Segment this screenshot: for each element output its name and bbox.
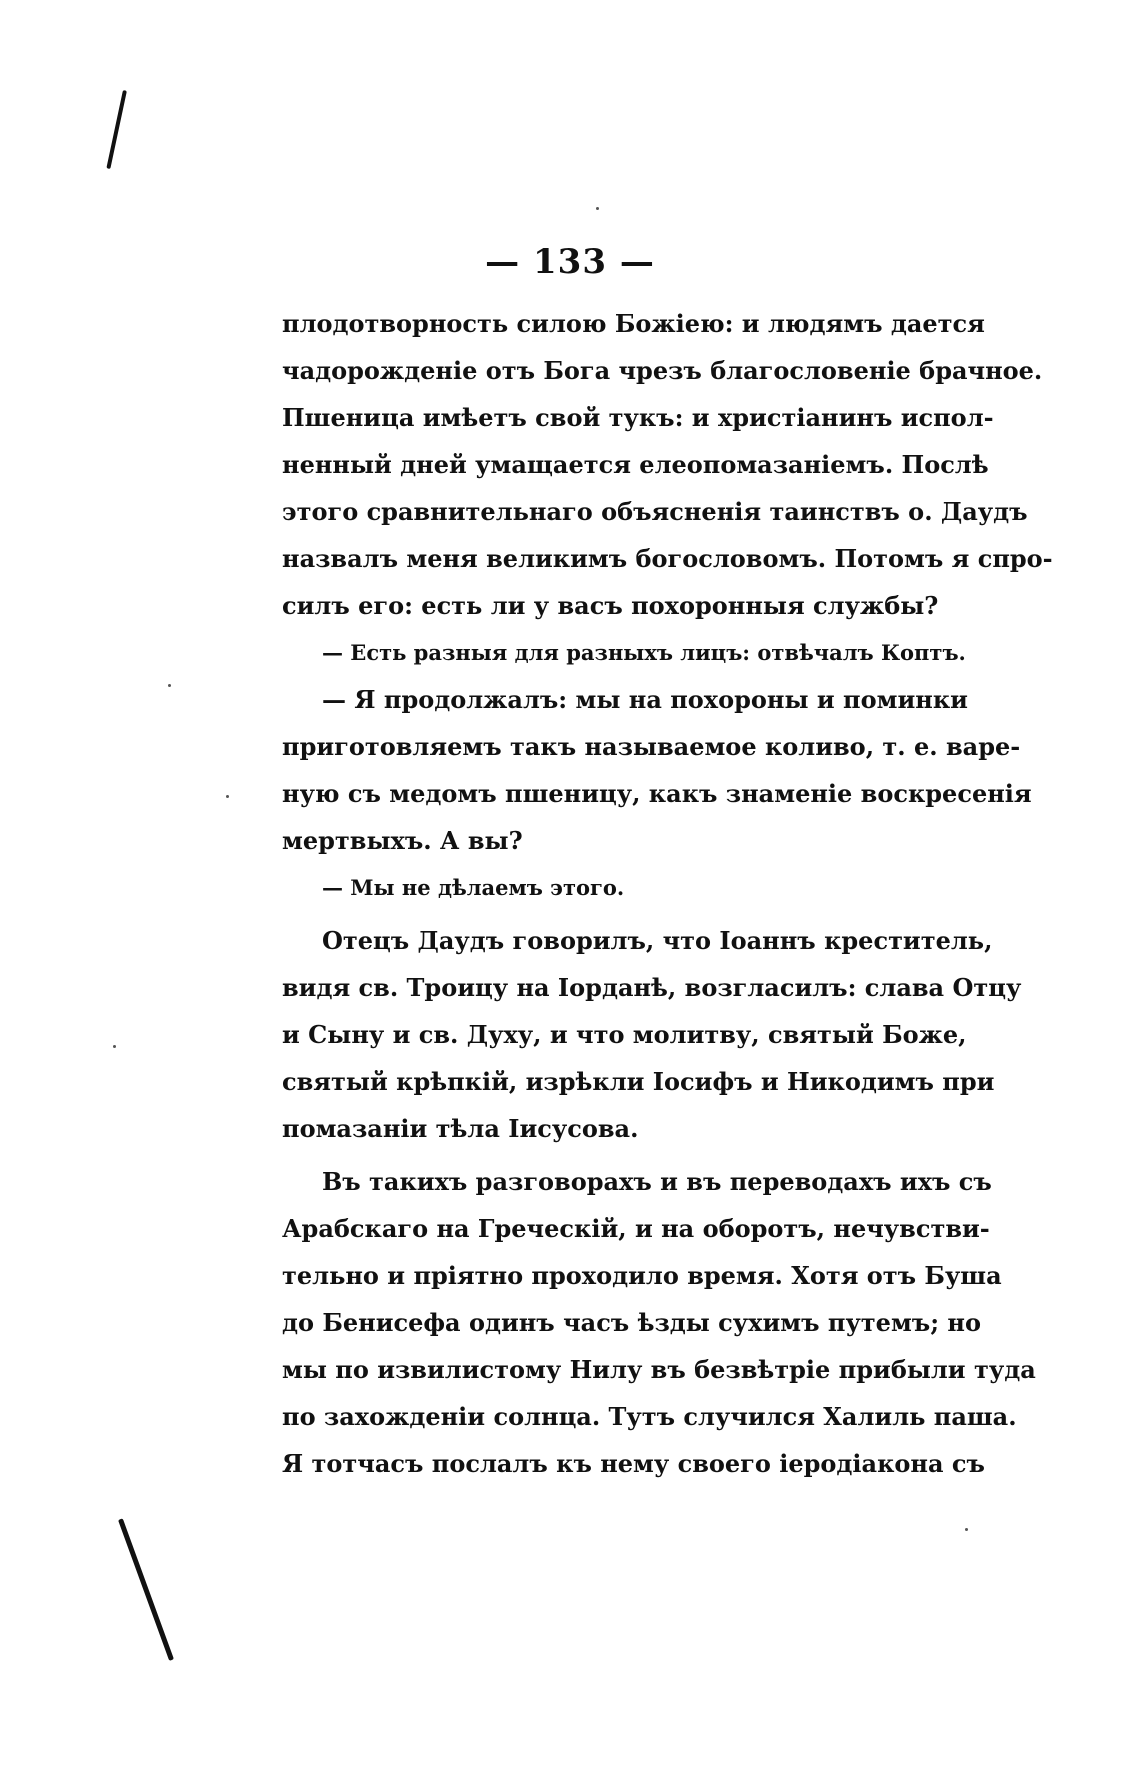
text-line: назвалъ меня великимъ богословомъ. Потомъ я спро- [282,544,1053,573]
scan-speck [226,795,229,798]
paragraph-first-line: Въ такихъ разговорахъ и въ переводахъ ихъ съ [322,1167,992,1196]
text-line: и Сыну и св. Духу, и что молитву, святый Боже, [282,1020,967,1049]
text-line: Пшеница имѣетъ свой тукъ: и христіанинъ испол- [282,403,994,432]
text-line: Арабскаго на Греческій, и на оборотъ, нечувстви- [282,1214,990,1243]
scan-speck [113,1045,116,1048]
text-line: святый крѣпкій, изрѣкли Іосифъ и Никодимъ при [282,1067,995,1096]
text-line: мы по извилистому Нилу въ безвѣтріе прибыли туда [282,1355,1036,1384]
scan-speck [965,1528,968,1531]
dialogue-line: — Есть разныя для разныхъ лицъ: отвѣчалъ Коптъ. [322,640,966,665]
text-line: помазаніи тѣла Іисусова. [282,1114,639,1143]
text-line: ненный дней умащается елеопомазаніемъ. Послѣ [282,450,989,479]
text-line: видя св. Троицу на Іорданѣ, возгласилъ: слава Отцу [282,973,1022,1002]
text-line: мертвыхъ. А вы? [282,826,523,855]
scan-edge-mark-bottom [118,1518,174,1661]
text-line: плодотворность силою Божіею: и людямъ дается [282,309,985,338]
text-line: Я тотчасъ послалъ къ нему своего іеродіакона съ [282,1449,985,1478]
text-line: до Бенисефа одинъ часъ ѣзды сухимъ путемъ; но [282,1308,981,1337]
scan-speck [168,684,171,687]
text-line: приготовляемъ такъ называемое коливо, т. е. варе- [282,732,1021,761]
text-line: тельно и пріятно проходило время. Хотя отъ Буша [282,1261,1002,1290]
dialogue-line: — Я продолжалъ: мы на похороны и поминки [322,685,968,714]
dialogue-line: — Мы не дѣлаемъ этого. [322,875,625,900]
body-text [282,300,1053,1487]
scan-speck [596,207,599,210]
text-line: силъ его: есть ли у васъ похоронныя службы? [282,591,939,620]
scan-edge-mark-top [106,90,127,169]
page-number: — 133 — [485,242,655,282]
text-line: ную съ медомъ пшеницу, какъ знаменіе воскресенія [282,779,1032,808]
text-line: чадорожденіе отъ Бога чрезъ благословеніе брачное. [282,356,1043,385]
text-line: по захожденіи солнца. Тутъ случился Халиль паша. [282,1402,1017,1431]
paragraph-first-line: Отецъ Даудъ говорилъ, что Іоаннъ креститель, [322,926,993,955]
text-line: этого сравнительнаго объясненія таинствъ о. Даудъ [282,497,1028,526]
